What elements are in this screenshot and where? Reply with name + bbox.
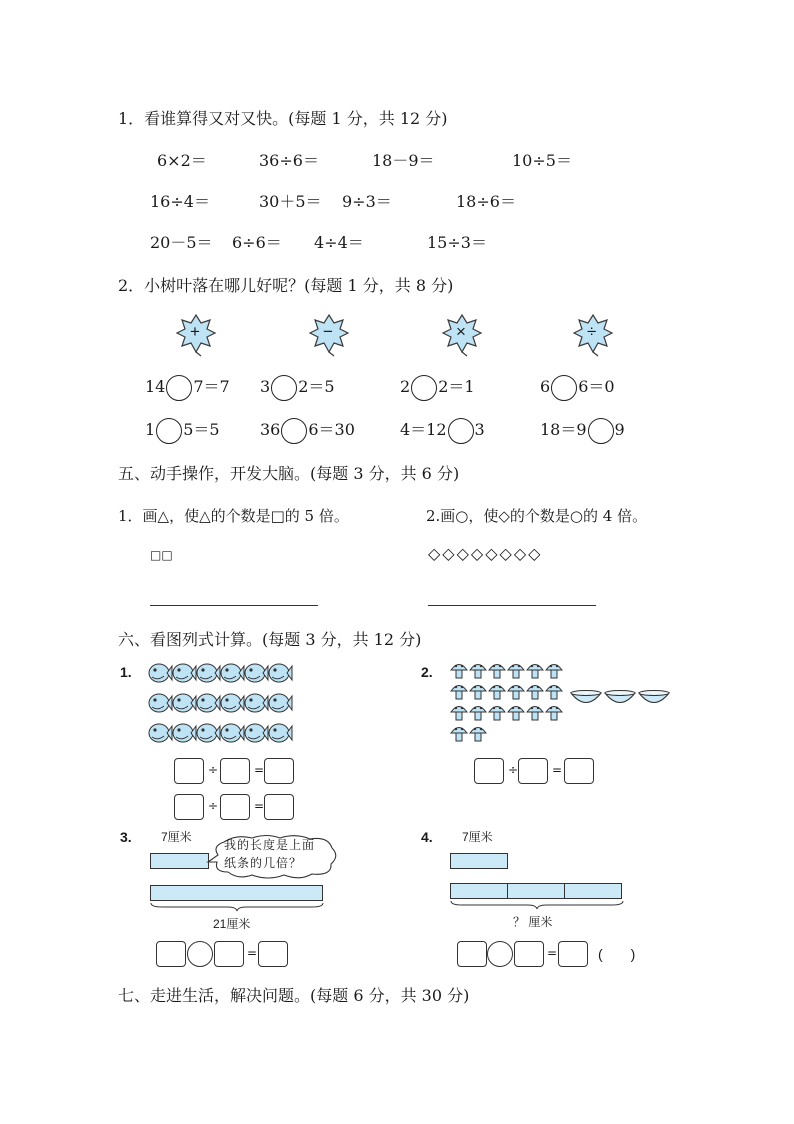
p2-answer-box-1[interactable] [474, 758, 504, 784]
bubble-text-1: 我的长度是上面 [224, 838, 316, 852]
mushroom-icon [470, 686, 486, 700]
leaf-minus-icon[interactable] [308, 313, 350, 355]
p4-segment-1 [450, 883, 508, 899]
mushroom-icon [508, 707, 524, 721]
eq-right: 9 [614, 420, 625, 439]
leaf-divide-icon[interactable] [572, 313, 614, 355]
fish-icon [221, 694, 244, 712]
q1-title: 1．看谁算得又对又快。(每题 1 分，共 12 分) [118, 109, 448, 128]
leaf-equation [540, 374, 615, 401]
divide-sign: ÷ [508, 763, 519, 777]
eq-left: 36 [260, 420, 281, 439]
p3-top-length: 7厘米 [161, 830, 192, 844]
leaf-symbol: ÷ [587, 322, 597, 341]
arith-item: 6×2＝ [157, 151, 207, 170]
mushroom-icon [451, 728, 467, 742]
p4-answer-box-1[interactable] [457, 941, 487, 967]
problem-3-number: 3. [120, 829, 132, 845]
mushroom-grid-icon [450, 660, 570, 750]
fish-icon [173, 694, 196, 712]
s5-prompt-2: 2.画○，使◇的个数是○的 4 倍。 [426, 507, 648, 525]
arith-item: 15÷3＝ [427, 233, 487, 252]
mushroom-icon [546, 665, 562, 679]
section-7-title: 七、走进生活，解决问题。(每题 6 分，共 30 分) [118, 986, 470, 1005]
divide-sign: ÷ [208, 799, 219, 813]
equals-sign: = [254, 763, 265, 777]
leaf-equation [400, 417, 485, 444]
arith-item: 10÷5＝ [512, 151, 572, 170]
mushroom-icon [527, 707, 543, 721]
drawing-line-1[interactable] [150, 605, 318, 606]
p4-segment-2 [507, 883, 565, 899]
p2-answer-box-2[interactable] [518, 758, 548, 784]
fish-icon [197, 664, 220, 682]
p4-bottom-length: ？ 厘米 [513, 915, 553, 929]
mushroom-icon [508, 686, 524, 700]
answer-circle[interactable] [551, 375, 577, 401]
answer-circle[interactable] [448, 418, 474, 444]
q2-title: 2．小树叶落在哪儿好呢？(每题 1 分，共 8 分) [118, 276, 454, 295]
eq-left: 6 [540, 377, 551, 396]
p3-bottom-length: 21厘米 [213, 917, 251, 931]
p4-brace [450, 900, 624, 910]
eq-right: 2＝5 [298, 377, 335, 396]
problem-4-number: 4. [421, 829, 433, 845]
mushroom-icon [451, 707, 467, 721]
p1-answer-box-4[interactable] [174, 794, 204, 820]
leaf-equation [260, 417, 355, 444]
fish-icon [269, 664, 292, 682]
arith-item: 20－5＝ [150, 233, 213, 252]
p4-segment-3 [564, 883, 622, 899]
problem-1-number: 1. [120, 664, 132, 680]
eq-right: 6＝0 [578, 377, 615, 396]
p3-brace [150, 902, 324, 912]
eq-left: 14 [145, 377, 166, 396]
fish-icon [173, 664, 196, 682]
p4-answer-box-3[interactable] [558, 941, 588, 967]
p4-operator-circle[interactable] [487, 941, 513, 967]
eq-right: 7＝7 [193, 377, 230, 396]
p4-top-length: 7厘米 [462, 830, 493, 844]
bubble-text-2: 纸条的几倍？ [224, 856, 303, 870]
arith-item: 16÷4＝ [150, 192, 210, 211]
leaf-symbol: − [323, 322, 333, 341]
p1-answer-box-2[interactable] [220, 758, 250, 784]
fish-icon [197, 724, 220, 742]
fish-icon [245, 664, 268, 682]
divide-sign: ÷ [208, 763, 219, 777]
arith-item: 18÷6＝ [456, 192, 516, 211]
eq-right: 5＝5 [183, 420, 220, 439]
p4-short-strip [450, 853, 508, 869]
s5-prompt-1: 1．画△，使△的个数是□的 5 倍。 [118, 507, 349, 525]
leaf-equation [260, 374, 335, 401]
answer-circle[interactable] [411, 375, 437, 401]
arith-item: 9÷3＝ [342, 192, 392, 211]
answer-circle[interactable] [156, 418, 182, 444]
mushroom-icon [470, 665, 486, 679]
eq-right: 2＝1 [438, 377, 475, 396]
problem-2-number: 2. [421, 664, 433, 680]
leaf-symbol: + [190, 322, 200, 341]
fish-icon [245, 694, 268, 712]
section-5-title: 五、动手操作，开发大脑。(每题 3 分，共 6 分) [118, 464, 460, 483]
mushroom-icon [451, 686, 467, 700]
fish-icon [173, 724, 196, 742]
fish-icon [269, 724, 292, 742]
eq-left: 3 [260, 377, 271, 396]
p3-operator-circle[interactable] [187, 941, 213, 967]
unit-parentheses[interactable]: ( ) [598, 946, 636, 962]
eq-right: 6＝30 [308, 420, 355, 439]
p3-answer-box-1[interactable] [156, 941, 186, 967]
mushroom-icon [451, 665, 467, 679]
fish-grid-icon [148, 660, 298, 750]
equals-sign: = [552, 763, 563, 777]
answer-circle[interactable] [271, 375, 297, 401]
arith-item: 4÷4＝ [314, 233, 364, 252]
leaf-symbol: × [456, 322, 466, 341]
leaf-equation [145, 374, 230, 401]
eq-left: 4＝12 [400, 420, 447, 439]
answer-circle[interactable] [588, 418, 614, 444]
fish-icon [269, 694, 292, 712]
fish-icon [149, 664, 172, 682]
p1-answer-box-6[interactable] [264, 794, 294, 820]
mushroom-icon [508, 665, 524, 679]
p1-answer-box-5[interactable] [220, 794, 250, 820]
eq-left: 1 [145, 420, 156, 439]
eq-right: 3 [474, 420, 485, 439]
p3-short-strip [150, 853, 209, 869]
fish-icon [221, 664, 244, 682]
arith-item: 18－9＝ [372, 151, 435, 170]
p3-long-strip [150, 885, 323, 901]
p4-answer-box-2[interactable] [514, 941, 544, 967]
eq-left: 2 [400, 377, 411, 396]
answer-circle[interactable] [166, 375, 192, 401]
fish-icon [149, 724, 172, 742]
equals-sign: = [254, 799, 265, 813]
arith-item: 36÷6＝ [259, 151, 319, 170]
bowls-icon [570, 690, 672, 712]
mushroom-icon [546, 707, 562, 721]
mushroom-icon [489, 686, 505, 700]
fish-icon [245, 724, 268, 742]
p3-answer-box-2[interactable] [214, 941, 244, 967]
squares-row: □□ [150, 548, 173, 562]
p3-answer-box-3[interactable] [258, 941, 288, 967]
leaf-times-icon[interactable] [441, 313, 483, 355]
equals-sign: = [247, 946, 258, 960]
arith-item: 6÷6＝ [232, 233, 282, 252]
leaf-equation [145, 417, 220, 444]
leaf-plus-icon[interactable] [175, 313, 217, 355]
equals-sign: = [547, 946, 558, 960]
p2-answer-box-3[interactable] [564, 758, 594, 784]
mushroom-icon [489, 665, 505, 679]
p1-answer-box-3[interactable] [264, 758, 294, 784]
fish-icon [197, 694, 220, 712]
eq-left: 18＝9 [540, 420, 587, 439]
mushroom-icon [489, 707, 505, 721]
mushroom-icon [527, 686, 543, 700]
p1-answer-box-1[interactable] [174, 758, 204, 784]
mushroom-icon [527, 665, 543, 679]
answer-circle[interactable] [281, 418, 307, 444]
mushroom-icon [546, 686, 562, 700]
leaf-equation [400, 374, 475, 401]
leaf-equation [540, 417, 625, 444]
mushroom-icon [470, 728, 486, 742]
diamonds-row: ◇◇◇◇◇◇◇◇ [428, 544, 543, 563]
arith-item: 30＋5＝ [259, 192, 322, 211]
drawing-line-2[interactable] [428, 605, 596, 606]
fish-icon [221, 724, 244, 742]
section-6-title: 六、看图列式计算。(每题 3 分，共 12 分) [118, 630, 422, 649]
fish-icon [149, 694, 172, 712]
mushroom-icon [470, 707, 486, 721]
